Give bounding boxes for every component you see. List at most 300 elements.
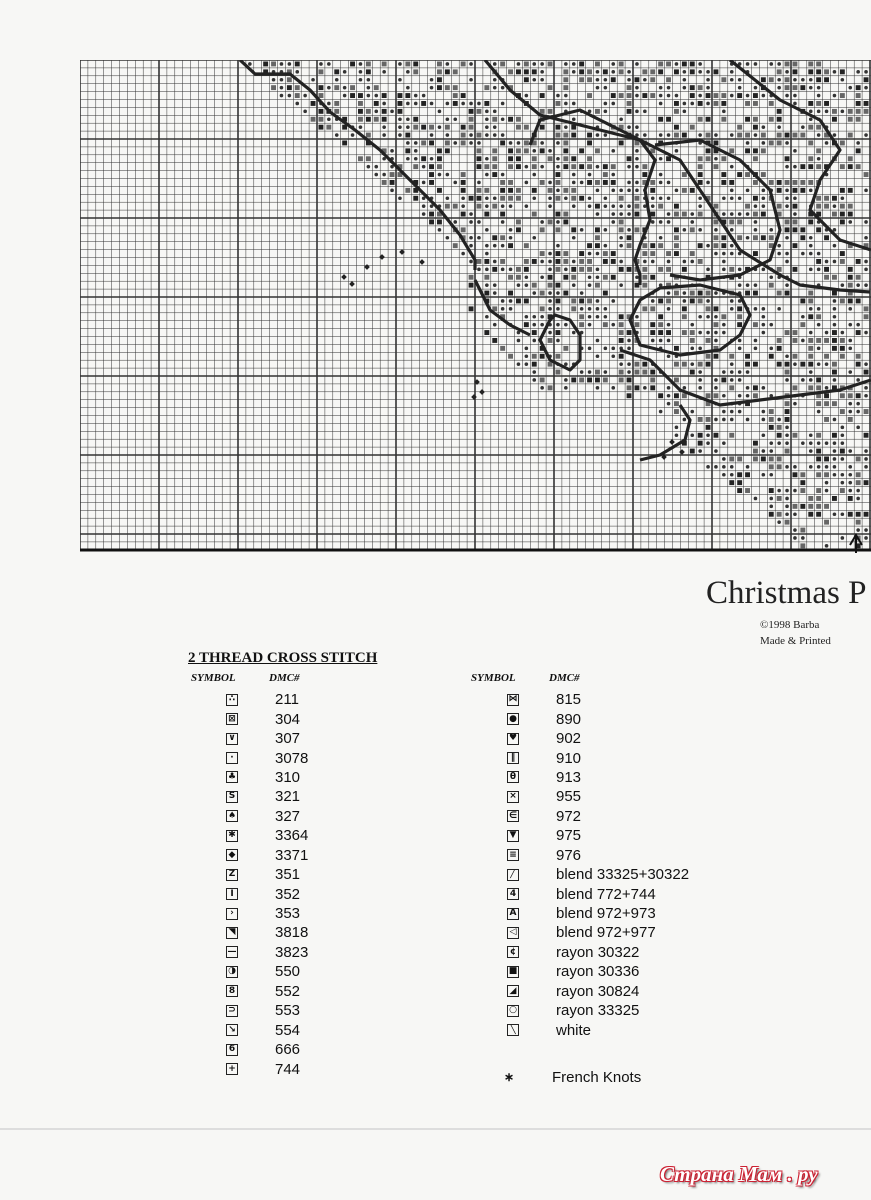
- stitch-mark: [406, 70, 410, 74]
- stitch-mark: [619, 283, 623, 287]
- stitch-cell: [856, 520, 861, 525]
- stitch-mark: [675, 433, 679, 437]
- stitch-cell: [753, 117, 758, 122]
- stitch-cell: [840, 141, 845, 146]
- diamond-mark: [349, 281, 355, 287]
- letter-a-icon: A: [507, 908, 519, 920]
- stitch-mark: [469, 102, 473, 106]
- stitch-mark: [841, 536, 845, 540]
- stitch-cell: [627, 109, 632, 114]
- stitch-mark: [809, 189, 813, 193]
- stitch-cell: [579, 77, 584, 82]
- legend-row: [226, 807, 308, 826]
- stitch-cell: [492, 156, 497, 161]
- stitch-mark: [604, 196, 608, 200]
- stitch-cell: [793, 267, 798, 272]
- stitch-mark: [785, 441, 789, 445]
- stitch-cell: [421, 156, 426, 161]
- stitch-cell: [800, 85, 805, 90]
- stitch-cell: [864, 314, 869, 319]
- stitch-mark: [706, 299, 710, 303]
- stitch-mark: [833, 244, 837, 248]
- stitch-cell: [405, 93, 410, 98]
- stitch-cell: [469, 125, 474, 130]
- stitch-cell: [642, 370, 647, 375]
- symbol-column-header-right: SYMBOL: [471, 672, 516, 684]
- stitch-mark: [485, 157, 489, 161]
- stitch-cell: [508, 164, 513, 169]
- stitch-cell: [524, 259, 529, 264]
- stitch-cell: [548, 62, 553, 67]
- stitch-mark: [588, 307, 592, 311]
- stitch-mark: [864, 70, 868, 74]
- stitch-cell: [706, 338, 711, 343]
- stitch-mark: [746, 370, 750, 374]
- stitch-cell: [721, 243, 726, 248]
- stitch-cell: [445, 141, 450, 146]
- stitch-cell: [840, 354, 845, 359]
- stitch-cell: [437, 85, 442, 90]
- stitch-cell: [658, 299, 663, 304]
- stitch-cell: [721, 156, 726, 161]
- stitch-cell: [674, 69, 679, 74]
- stitch-cell: [587, 180, 592, 185]
- stitch-mark: [485, 110, 489, 114]
- stitch-mark: [422, 94, 426, 98]
- dmc-number: 910: [556, 749, 582, 767]
- stitch-mark: [485, 133, 489, 137]
- stitch-mark: [793, 102, 797, 106]
- stitch-cell: [753, 212, 758, 217]
- stitch-mark: [777, 78, 781, 82]
- stitch-mark: [627, 189, 631, 193]
- stitch-cell: [682, 267, 687, 272]
- legend-row: [507, 904, 689, 923]
- stitch-mark: [746, 141, 750, 145]
- stitch-cell: [690, 291, 695, 296]
- stitch-cell: [793, 338, 798, 343]
- letter-z-icon: Z: [226, 869, 238, 881]
- bowtie-icon: ⋈: [508, 694, 518, 705]
- stitch-mark: [635, 86, 639, 90]
- stitch-mark: [659, 157, 663, 161]
- stitch-cell: [642, 306, 647, 311]
- chevron-right-icon: ›: [226, 908, 238, 920]
- stitch-cell: [635, 322, 640, 327]
- stitch-mark: [801, 441, 805, 445]
- stitch-mark: [485, 125, 489, 129]
- stitch-mark: [580, 181, 584, 185]
- stitch-cell: [658, 117, 663, 122]
- stitch-cell: [737, 220, 742, 225]
- stitch-mark: [738, 410, 742, 414]
- stitch-cell: [769, 117, 774, 122]
- stitch-cell: [579, 259, 584, 264]
- stitch-mark: [667, 196, 671, 200]
- filled-square-icon: ■: [508, 966, 518, 977]
- stitch-mark: [446, 173, 450, 177]
- stitch-cell: [611, 251, 616, 256]
- stitch-cell: [413, 62, 418, 67]
- stitch-cell: [627, 267, 632, 272]
- stitch-cell: [524, 125, 529, 130]
- stitch-cell: [761, 235, 766, 240]
- stitch-mark: [667, 86, 671, 90]
- stitch-cell: [508, 243, 513, 248]
- stitch-cell: [524, 322, 529, 327]
- stitch-cell: [753, 457, 758, 462]
- stitch-mark: [343, 70, 347, 74]
- stitch-cell: [437, 156, 442, 161]
- stitch-cell: [777, 464, 782, 469]
- legend-row: [507, 962, 689, 981]
- stitch-cell: [856, 354, 861, 359]
- legend-row: [226, 1040, 308, 1059]
- stitch-cell: [311, 101, 316, 106]
- stitch-cell: [650, 330, 655, 335]
- stitch-mark: [777, 62, 781, 66]
- stitch-cell: [690, 299, 695, 304]
- diamond-mark: [679, 449, 685, 455]
- stitch-cell: [840, 449, 845, 454]
- stitch-cell: [848, 267, 853, 272]
- stitch-mark: [738, 339, 742, 343]
- stitch-cell: [461, 180, 466, 185]
- stitch-mark: [548, 181, 552, 185]
- stitch-cell: [824, 196, 829, 201]
- stitch-mark: [841, 196, 845, 200]
- stitch-cell: [832, 330, 837, 335]
- stitch-mark: [683, 418, 687, 422]
- stitch-mark: [833, 133, 837, 137]
- stitch-cell: [698, 441, 703, 446]
- stitch-mark: [730, 299, 734, 303]
- stitch-cell: [516, 267, 521, 272]
- stitch-mark: [825, 465, 829, 469]
- stitch-mark: [722, 457, 726, 461]
- stitch-mark: [675, 149, 679, 153]
- stitch-mark: [422, 204, 426, 208]
- stitch-mark: [864, 457, 868, 461]
- stitch-cell: [714, 164, 719, 169]
- stitch-mark: [690, 433, 694, 437]
- stitch-mark: [698, 62, 702, 66]
- stitch-cell: [500, 235, 505, 240]
- stitch-mark: [438, 228, 442, 232]
- stitch-mark: [596, 133, 600, 137]
- stitch-cell: [358, 109, 363, 114]
- stitch-cell: [579, 314, 584, 319]
- stitch-cell: [856, 472, 861, 477]
- stitch-cell: [785, 330, 790, 335]
- stitch-cell: [816, 62, 821, 67]
- stitch-mark: [730, 418, 734, 422]
- stitch-cell: [571, 188, 576, 193]
- stitch-mark: [762, 125, 766, 129]
- stitch-cell: [808, 291, 813, 296]
- stitch-cell: [429, 180, 434, 185]
- stitch-mark: [485, 268, 489, 272]
- stitch-mark: [762, 433, 766, 437]
- stitch-cell: [840, 259, 845, 264]
- stitch-mark: [588, 204, 592, 208]
- stitch-cell: [516, 188, 521, 193]
- stitch-cell: [793, 243, 798, 248]
- stitch-cell: [650, 77, 655, 82]
- stitch-mark: [564, 125, 568, 129]
- stitch-mark: [532, 339, 536, 343]
- stitch-cell: [729, 480, 734, 485]
- dmc-column-header-right: DMC#: [549, 672, 580, 684]
- stitch-cell: [469, 275, 474, 280]
- stitch-mark: [572, 70, 576, 74]
- stitch-mark: [777, 441, 781, 445]
- stitch-mark: [833, 94, 837, 98]
- stitch-cell: [800, 543, 805, 548]
- stitch-cell: [587, 243, 592, 248]
- stitch-mark: [762, 141, 766, 145]
- stitch-cell: [698, 164, 703, 169]
- copyright-line: ©1998 Barba: [760, 619, 820, 631]
- stitch-mark: [659, 102, 663, 106]
- stitch-cell: [556, 330, 561, 335]
- stitch-cell: [548, 188, 553, 193]
- stitch-mark: [327, 62, 331, 66]
- stitch-mark: [604, 228, 608, 232]
- stitch-mark: [809, 331, 813, 335]
- stitch-cell: [816, 472, 821, 477]
- stitch-cell: [405, 188, 410, 193]
- stitch-cell: [484, 101, 489, 106]
- stitch-mark: [430, 78, 434, 82]
- stitch-mark: [833, 418, 837, 422]
- stitch-cell: [785, 62, 790, 67]
- dmc-number: 955: [556, 788, 582, 806]
- stitch-mark: [548, 196, 552, 200]
- dmc-number: blend 772+744: [556, 885, 656, 903]
- stitch-mark: [532, 78, 536, 82]
- stitch-cell: [848, 188, 853, 193]
- stitch-mark: [659, 196, 663, 200]
- stitch-cell: [595, 180, 600, 185]
- stitch-cell: [382, 109, 387, 114]
- stitch-cell: [595, 227, 600, 232]
- stitch-cell: [777, 457, 782, 462]
- stitch-mark: [556, 244, 560, 248]
- stitch-cell: [824, 101, 829, 106]
- stitch-mark: [343, 86, 347, 90]
- stitch-mark: [525, 275, 529, 279]
- stitch-mark: [588, 173, 592, 177]
- digit-6-icon: 6: [226, 1044, 238, 1056]
- stitch-cell: [619, 314, 624, 319]
- stitch-cell: [666, 251, 671, 256]
- stitch-cell: [714, 204, 719, 209]
- stitch-mark: [525, 165, 529, 169]
- stitch-mark: [643, 133, 647, 137]
- stitch-cell: [421, 101, 426, 106]
- stitch-mark: [785, 512, 789, 516]
- stitch-cell: [737, 457, 742, 462]
- letter-s-icon: S: [226, 791, 238, 803]
- stitch-cell: [698, 212, 703, 217]
- stitch-cell: [666, 267, 671, 272]
- stitch-cell: [832, 275, 837, 280]
- stitch-cell: [350, 85, 355, 90]
- stitch-cell: [563, 156, 568, 161]
- stitch-mark: [738, 370, 742, 374]
- stitch-mark: [627, 125, 631, 129]
- stitch-cell: [706, 362, 711, 367]
- stitch-cell: [571, 267, 576, 272]
- stitch-mark: [532, 315, 536, 319]
- stitch-mark: [548, 331, 552, 335]
- x-mark-icon: ×: [507, 791, 519, 803]
- stitch-mark: [596, 299, 600, 303]
- stitch-mark: [611, 102, 615, 106]
- stitch-cell: [721, 101, 726, 106]
- stitch-mark: [738, 283, 742, 287]
- stitch-cell: [824, 401, 829, 406]
- stitch-cell: [556, 180, 561, 185]
- stitch-mark: [809, 252, 813, 256]
- stitch-cell: [714, 354, 719, 359]
- stitch-cell: [366, 69, 371, 74]
- stitch-cell: [484, 85, 489, 90]
- stitch-cell: [666, 330, 671, 335]
- stitch-mark: [596, 339, 600, 343]
- stitch-mark: [335, 133, 339, 137]
- stitch-mark: [730, 165, 734, 169]
- stitch-cell: [698, 156, 703, 161]
- stitch-mark: [738, 268, 742, 272]
- stitch-mark: [651, 299, 655, 303]
- stitch-cell: [366, 109, 371, 114]
- stitch-cell: [753, 101, 758, 106]
- stitch-cell: [508, 354, 513, 359]
- stitch-mark: [864, 189, 868, 193]
- stitch-mark: [438, 110, 442, 114]
- stitch-cell: [793, 354, 798, 359]
- stitch-mark: [683, 260, 687, 264]
- stitch-mark: [477, 102, 481, 106]
- stitch-cell: [548, 220, 553, 225]
- stitch-mark: [730, 70, 734, 74]
- stitch-cell: [508, 180, 513, 185]
- stitch-mark: [793, 78, 797, 82]
- stitch-mark: [453, 220, 457, 224]
- stitch-mark: [390, 189, 394, 193]
- stitch-mark: [706, 86, 710, 90]
- stitch-cell: [816, 69, 821, 74]
- legend-list-left: [226, 690, 308, 1079]
- stitch-mark: [856, 497, 860, 501]
- stitch-cell: [706, 148, 711, 153]
- stitch-cell: [642, 275, 647, 280]
- stitch-mark: [690, 220, 694, 224]
- stitch-cell: [753, 156, 758, 161]
- legend-row: [226, 884, 308, 903]
- stitch-mark: [809, 378, 813, 382]
- stitch-cell: [714, 69, 719, 74]
- stitch-cell: [777, 362, 782, 367]
- letter-i-icon: I: [226, 888, 238, 900]
- stitch-mark: [398, 117, 402, 121]
- stitch-mark: [604, 370, 608, 374]
- stitch-cell: [745, 117, 750, 122]
- stitch-mark: [754, 204, 758, 208]
- stitch-cell: [556, 196, 561, 201]
- stitch-cell: [840, 393, 845, 398]
- stitch-cell: [706, 354, 711, 359]
- club-icon: ♣: [227, 771, 237, 782]
- stitch-mark: [398, 62, 402, 66]
- stitch-mark: [675, 426, 679, 430]
- stitch-cell: [856, 275, 861, 280]
- stitch-cell: [753, 251, 758, 256]
- stitch-mark: [580, 370, 584, 374]
- stitch-cell: [627, 85, 632, 90]
- stitch-mark: [580, 307, 584, 311]
- stitch-mark: [730, 78, 734, 82]
- stitch-mark: [817, 347, 821, 351]
- stitch-cell: [492, 204, 497, 209]
- stitch-cell: [761, 457, 766, 462]
- legend-row: [226, 826, 308, 845]
- stitch-cell: [753, 235, 758, 240]
- stitch-mark: [856, 528, 860, 532]
- stitch-cell: [769, 409, 774, 414]
- digit-8-icon: 8: [226, 985, 238, 997]
- stitch-mark: [611, 299, 615, 303]
- stitch-mark: [856, 323, 860, 327]
- stitch-mark: [406, 125, 410, 129]
- stitch-mark: [572, 204, 576, 208]
- stitch-mark: [730, 244, 734, 248]
- stitch-cell: [437, 164, 442, 169]
- stitch-mark: [485, 252, 489, 256]
- stitch-cell: [793, 220, 798, 225]
- legend-row: [226, 962, 308, 981]
- dmc-number: 553: [275, 1002, 301, 1020]
- stitch-cell: [840, 338, 845, 343]
- stitch-cell: [556, 259, 561, 264]
- stitch-mark: [754, 62, 758, 66]
- stitch-cell: [816, 338, 821, 343]
- stitch-cell: [658, 204, 663, 209]
- stitch-cell: [500, 196, 505, 201]
- stitch-mark: [556, 220, 560, 224]
- stitch-mark: [667, 386, 671, 390]
- stitch-mark: [683, 102, 687, 106]
- stitch-cell: [579, 322, 584, 327]
- site-watermark: Страна Мам . ру: [660, 1162, 818, 1186]
- stitch-mark: [714, 315, 718, 319]
- diamond-mark: [364, 264, 370, 270]
- stitch-mark: [856, 141, 860, 145]
- stitch-cell: [579, 251, 584, 256]
- stitch-cell: [769, 141, 774, 146]
- stitch-mark: [864, 362, 868, 366]
- made-printed-line: Made & Printed: [760, 635, 831, 647]
- stitch-cell: [800, 164, 805, 169]
- dmc-number: rayon 30336: [556, 963, 640, 981]
- stitch-cell: [856, 148, 861, 153]
- stitch-mark: [738, 78, 742, 82]
- stitch-cell: [540, 93, 545, 98]
- stitch-cell: [619, 196, 624, 201]
- stitch-mark: [532, 149, 536, 153]
